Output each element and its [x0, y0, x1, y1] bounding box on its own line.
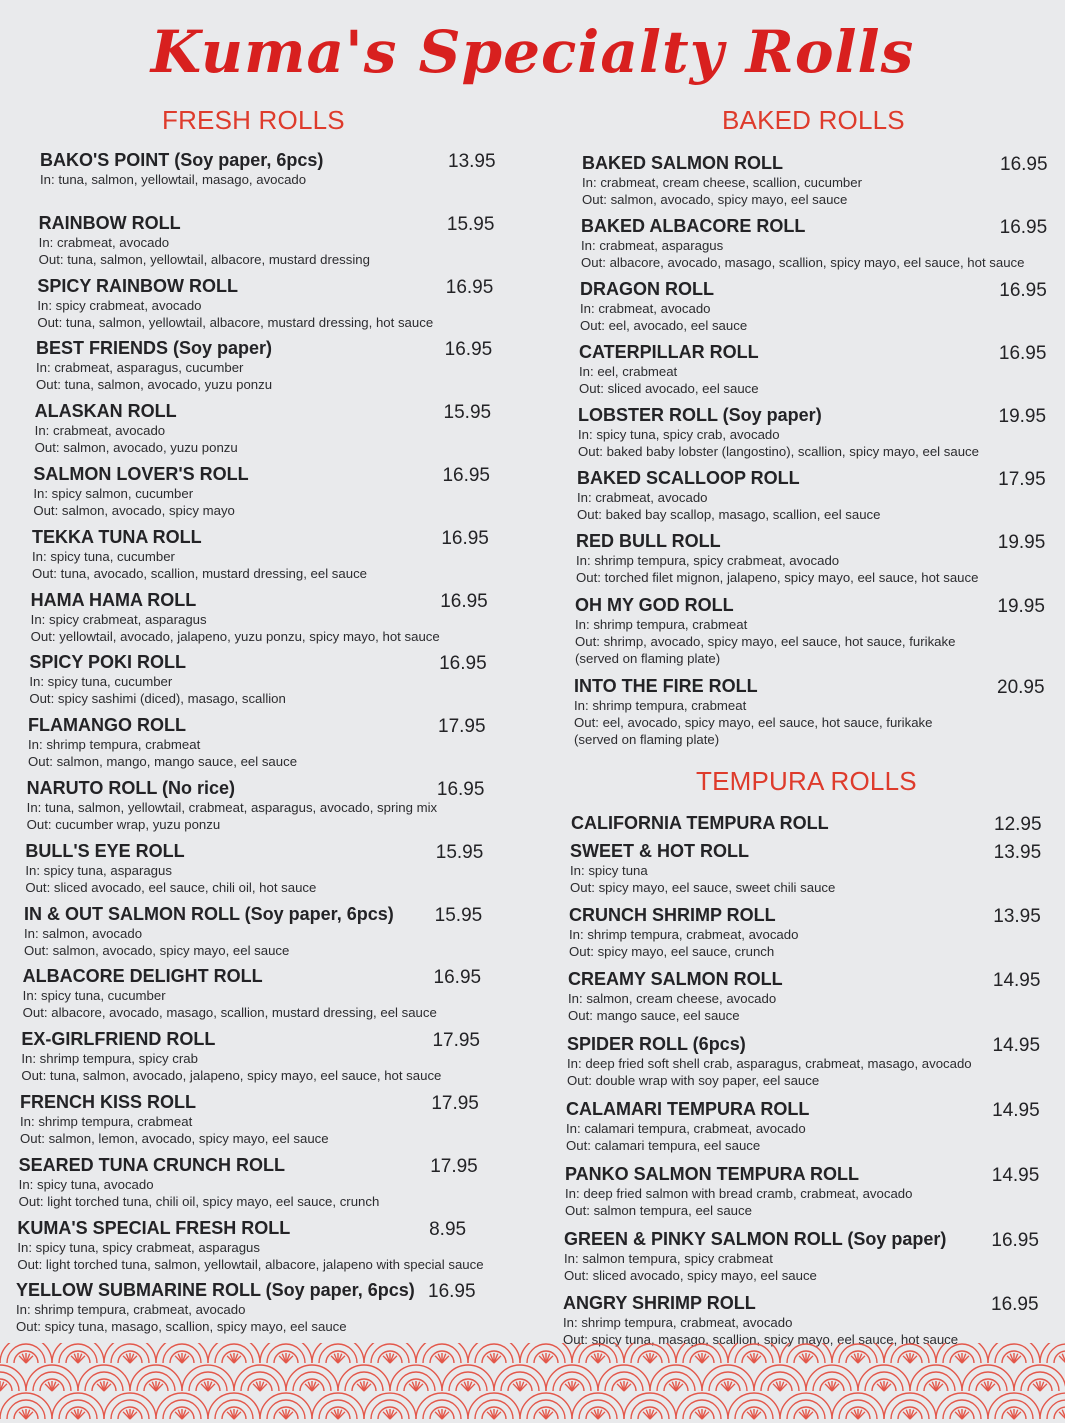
item-price: 16.95: [439, 653, 487, 675]
menu-item: [30, 589, 488, 645]
item-ingredients: Out: salmon, avocado, yuzu ponzu: [34, 440, 238, 456]
item-price: 17.95: [998, 469, 1046, 490]
item-price: 16.95: [445, 276, 494, 298]
item-name: ANGRY SHRIMP ROLL: [563, 1293, 756, 1313]
item-price: 16.95: [440, 590, 488, 612]
item-ingredients: Out: spicy tuna, masago, scallion, spicy mayo, eel sauce: [16, 1319, 347, 1335]
menu-item: [580, 279, 1047, 334]
baked-rolls-heading: BAKED ROLLS: [722, 105, 905, 135]
item-ingredients: Out: salmon, avocado, spicy mayo, eel sauce: [582, 192, 848, 207]
item-ingredients: (served on flaming plate): [574, 732, 720, 747]
item-ingredients: Out: spicy mayo, eel sauce, sweet chili sauce: [570, 880, 836, 895]
item-ingredients: In: spicy crabmeat, asparagus: [30, 611, 207, 627]
menu-item: [22, 966, 482, 1021]
item-price: 16.95: [436, 779, 485, 800]
item-name: IN & OUT SALMON ROLL (Soy paper, 6pcs): [24, 903, 394, 924]
item-name: SPIDER ROLL (6pcs): [567, 1034, 746, 1054]
item-price: 17.95: [431, 1093, 479, 1114]
menu-item: [581, 216, 1048, 271]
menu-item: [569, 905, 1041, 960]
item-name: YELLOW SUBMARINE ROLL (Soy paper, 6pcs): [16, 1280, 415, 1301]
item-ingredients: In: spicy salmon, cucumber: [33, 486, 194, 501]
menu-item: [571, 813, 1042, 835]
item-price: 16.95: [444, 339, 493, 361]
menu-title: Kuma's Specialty Rolls: [150, 18, 915, 86]
item-ingredients: Out: tuna, salmon, yellowtail, albacore, mustard dressing: [38, 251, 370, 267]
item-ingredients: In: shrimp tempura, crabmeat: [575, 617, 748, 632]
menu-item: [565, 1164, 1040, 1219]
item-ingredients: Out: tuna, avocado, scallion, mustard dressing, eel sauce: [32, 565, 367, 581]
fresh-rolls-heading: FRESH ROLLS: [162, 105, 345, 135]
item-ingredients: In: salmon tempura, spicy crabmeat: [564, 1251, 773, 1266]
item-ingredients: In: spicy tuna, cucumber: [22, 988, 166, 1004]
menu-item: [32, 526, 489, 582]
item-price: 19.95: [998, 406, 1047, 427]
item-ingredients: In: tuna, salmon, yellowtail, crabmeat, asparagus, avocado, spring mix: [26, 800, 438, 815]
item-price: 15.95: [446, 213, 495, 235]
item-ingredients: Out: albacore, avocado, masago, scallion, spicy mayo, eel sauce, hot sauce: [581, 255, 1025, 270]
item-ingredients: Out: shrimp, avocado, spicy mayo, eel sauce, hot sauce, furikake: [575, 634, 956, 649]
item-price: 16.95: [1000, 154, 1048, 175]
item-ingredients: Out: tuna, salmon, yellowtail, albacore, mustard dressing, hot sauce: [37, 314, 434, 330]
menu-item: [36, 338, 493, 393]
tempura-rolls-heading: TEMPURA ROLLS: [696, 766, 917, 796]
item-ingredients: In: shrimp tempura, crabmeat, avocado: [563, 1315, 793, 1330]
item-price: 14.95: [992, 1035, 1041, 1056]
item-name: DRAGON ROLL: [580, 279, 714, 299]
item-ingredients: In: shrimp tempura, spicy crabmeat, avocado: [576, 553, 840, 568]
item-ingredients: Out: calamari tempura, eel sauce: [566, 1138, 761, 1153]
item-name: BAKO'S POINT (Soy paper, 6pcs): [40, 150, 324, 170]
item-ingredients: In: shrimp tempura, crabmeat: [574, 698, 747, 713]
item-price: 13.95: [448, 151, 496, 172]
item-ingredients: In: spicy tuna, spicy crab, avocado: [578, 427, 780, 442]
item-ingredients: Out: light torched tuna, salmon, yellowtail, albacore, jalapeno with special sauce: [17, 1256, 484, 1272]
wave-pattern-footer: [0, 1343, 1065, 1423]
item-ingredients: In: shrimp tempura, crabmeat: [20, 1114, 193, 1129]
menu-item: [20, 1092, 479, 1147]
item-ingredients: Out: mango sauce, eel sauce: [568, 1008, 740, 1023]
menu-item: [576, 531, 1046, 586]
item-price: 17.95: [438, 716, 486, 738]
item-ingredients: Out: salmon, lemon, avocado, spicy mayo, eel sauce: [20, 1131, 329, 1146]
item-ingredients: Out: spicy sashimi (diced), masago, scallion: [29, 691, 286, 707]
item-name: INTO THE FIRE ROLL: [574, 676, 758, 696]
item-ingredients: In: salmon, avocado: [24, 925, 143, 941]
item-price: 13.95: [993, 906, 1041, 927]
item-name: PANKO SALMON TEMPURA ROLL: [565, 1164, 859, 1184]
item-ingredients: Out: tuna, salmon, avocado, jalapeno, spicy mayo, eel sauce, hot sauce: [21, 1068, 442, 1084]
item-name: BAKED SCALLOOP ROLL: [577, 468, 800, 488]
item-ingredients: In: deep fried soft shell crab, asparagus, crabmeat, masago, avocado: [567, 1056, 972, 1071]
item-ingredients: Out: sliced avocado, spicy mayo, eel sauce: [564, 1268, 817, 1283]
item-ingredients: Out: sliced avocado, eel sauce, chili oil, hot sauce: [25, 879, 317, 895]
item-ingredients: In: spicy crabmeat, avocado: [37, 297, 202, 313]
menu-item: [33, 464, 490, 519]
item-price: 16.95: [999, 217, 1048, 238]
item-price: 17.95: [432, 1030, 480, 1052]
item-ingredients: In: shrimp tempura, crabmeat: [28, 737, 201, 753]
item-name: EX-GIRLFRIEND ROLL: [21, 1029, 216, 1050]
item-ingredients: In: crabmeat, asparagus: [581, 238, 724, 253]
item-name: SALMON LOVER'S ROLL: [33, 464, 249, 484]
item-ingredients: In: deep fried salmon with bread cramb, crabmeat, avocado: [565, 1186, 913, 1201]
item-ingredients: In: shrimp tempura, spicy crab: [21, 1051, 198, 1067]
item-name: BAKED SALMON ROLL: [582, 153, 783, 173]
item-ingredients: Out: salmon, mango, mango sauce, eel sauce: [28, 754, 298, 770]
item-name: CALAMARI TEMPURA ROLL: [566, 1099, 810, 1119]
menu-item: [38, 212, 495, 268]
menu-item: [567, 1034, 1041, 1089]
item-ingredients: Out: cucumber wrap, yuzu ponzu: [26, 817, 221, 832]
item-price: 16.95: [433, 967, 482, 989]
item-price: 14.95: [991, 1165, 1040, 1186]
menu-item: [577, 468, 1046, 523]
item-ingredients: Out: spicy mayo, eel sauce, crunch: [569, 944, 775, 959]
item-name: LOBSTER ROLL (Soy paper): [578, 405, 822, 425]
item-ingredients: (served on flaming plate): [575, 651, 721, 666]
item-name: ALBACORE DELIGHT ROLL: [22, 966, 263, 987]
menu-item: [16, 1280, 476, 1335]
item-ingredients: In: calamari tempura, crabmeat, avocado: [566, 1121, 806, 1136]
item-ingredients: In: crabmeat, avocado: [34, 423, 166, 439]
item-ingredients: Out: salmon, avocado, spicy mayo, eel sauce: [24, 942, 290, 958]
item-name: SPICY RAINBOW ROLL: [37, 275, 238, 296]
item-ingredients: In: salmon, cream cheese, avocado: [568, 991, 777, 1006]
item-ingredients: In: spicy tuna: [570, 863, 648, 878]
item-price: 17.95: [430, 1155, 478, 1177]
menu-item: [564, 1229, 1039, 1284]
item-name: FLAMANGO ROLL: [28, 715, 186, 736]
item-ingredients: Out: baked baby lobster (langostino), scallion, spicy mayo, eel sauce: [578, 444, 979, 459]
item-price: 16.95: [441, 527, 489, 549]
item-price: 12.95: [994, 814, 1042, 835]
item-name: BULL'S EYE ROLL: [25, 840, 185, 861]
item-ingredients: Out: sliced avocado, eel sauce: [579, 381, 759, 396]
item-price: 19.95: [997, 596, 1045, 617]
menu-item: [563, 1293, 1039, 1348]
item-ingredients: Out: salmon, avocado, spicy mayo: [33, 503, 235, 518]
item-name: SWEET & HOT ROLL: [570, 841, 749, 861]
item-ingredients: In: eel, crabmeat: [579, 364, 678, 379]
menu-item: [25, 840, 484, 896]
item-ingredients: Out: albacore, avocado, masago, scallion, mustard dressing, eel sauce: [22, 1005, 437, 1021]
item-ingredients: In: tuna, salmon, yellowtail, masago, avocado: [40, 172, 307, 187]
item-ingredients: Out: spicy tuna, masago, scallion, spicy mayo, eel sauce, hot sauce: [563, 1332, 959, 1347]
menu-item: [575, 595, 1045, 667]
item-name: ALASKAN ROLL: [34, 401, 177, 422]
item-price: 16.95: [998, 343, 1047, 364]
item-price: 16.95: [428, 1281, 476, 1303]
item-name: SEARED TUNA CRUNCH ROLL: [18, 1154, 285, 1175]
item-price: 16.95: [991, 1294, 1039, 1315]
item-price: 16.95: [442, 465, 490, 486]
menu-item: [570, 841, 1042, 896]
menu-item: [26, 778, 485, 833]
item-ingredients: Out: light torched tuna, chili oil, spicy mayo, eel sauce, crunch: [18, 1193, 380, 1209]
item-name: GREEN & PINKY SALMON ROLL (Soy paper): [564, 1229, 947, 1249]
item-name: HAMA HAMA ROLL: [30, 589, 197, 610]
item-name: CALIFORNIA TEMPURA ROLL: [571, 813, 829, 833]
item-name: KUMA'S SPECIAL FRESH ROLL: [17, 1217, 291, 1238]
menu-item: [29, 652, 487, 707]
item-ingredients: Out: eel, avocado, spicy mayo, eel sauce, hot sauce, furikake: [574, 715, 933, 730]
item-ingredients: In: shrimp tempura, crabmeat, avocado: [16, 1302, 246, 1318]
item-ingredients: Out: tuna, salmon, avocado, yuzu ponzu: [36, 377, 273, 393]
menu-item: [37, 275, 494, 331]
menu-item: [566, 1099, 1040, 1154]
item-ingredients: In: spicy tuna, asparagus: [25, 862, 172, 878]
item-ingredients: Out: salmon tempura, eel sauce: [565, 1203, 752, 1218]
item-name: OH MY GOD ROLL: [575, 595, 734, 615]
item-price: 16.95: [999, 280, 1047, 301]
menu-item: [568, 969, 1041, 1024]
item-price: 15.95: [443, 402, 492, 424]
item-price: 14.95: [992, 970, 1041, 991]
item-name: BAKED ALBACORE ROLL: [581, 216, 806, 236]
item-price: 15.95: [435, 841, 484, 863]
item-name: FRENCH KISS ROLL: [20, 1092, 197, 1112]
item-ingredients: In: spicy tuna, cucumber: [29, 674, 173, 690]
item-name: CRUNCH SHRIMP ROLL: [569, 905, 776, 925]
item-ingredients: Out: double wrap with soy paper, eel sauce: [567, 1073, 820, 1088]
item-name: SPICY POKI ROLL: [29, 652, 187, 673]
item-price: 16.95: [991, 1230, 1039, 1251]
item-price: 13.95: [993, 842, 1042, 863]
item-name: RED BULL ROLL: [576, 531, 721, 551]
menu-item: [582, 153, 1048, 208]
menu-item: [17, 1218, 483, 1273]
item-price: 14.95: [992, 1100, 1040, 1121]
item-ingredients: In: spicy tuna, spicy crabmeat, asparagus: [17, 1239, 260, 1255]
item-ingredients: In: shrimp tempura, crabmeat, avocado: [569, 927, 799, 942]
item-name: CREAMY SALMON ROLL: [568, 969, 783, 989]
menu-item: [40, 150, 496, 188]
item-ingredients: Out: baked bay scallop, masago, scallion, eel sauce: [577, 507, 881, 522]
menu-item: [574, 676, 1045, 748]
item-ingredients: In: crabmeat, asparagus, cucumber: [36, 360, 244, 376]
menu-item: [578, 405, 1047, 460]
menu-item: [18, 1154, 478, 1210]
item-ingredients: In: spicy tuna, cucumber: [32, 548, 175, 564]
item-name: RAINBOW ROLL: [38, 212, 181, 233]
menu-item: [579, 342, 1047, 397]
menu-item: [34, 401, 492, 456]
item-name: TEKKA TUNA ROLL: [32, 526, 202, 547]
item-ingredients: In: spicy tuna, avocado: [18, 1176, 154, 1192]
item-price: 20.95: [997, 677, 1045, 698]
item-ingredients: In: crabmeat, avocado: [580, 301, 711, 316]
item-ingredients: Out: eel, avocado, eel sauce: [580, 318, 748, 333]
item-price: 15.95: [434, 904, 483, 926]
item-name: BEST FRIENDS (Soy paper): [36, 338, 273, 359]
item-ingredients: Out: torched filet mignon, jalapeno, spicy mayo, eel sauce, hot sauce: [576, 570, 979, 585]
item-ingredients: In: crabmeat, avocado: [38, 234, 170, 250]
menu-item: [28, 715, 486, 770]
menu-item: [21, 1029, 480, 1084]
item-name: NARUTO ROLL (No rice): [26, 778, 236, 798]
item-ingredients: In: crabmeat, cream cheese, scallion, cucumber: [582, 175, 862, 190]
menu-item: [24, 903, 483, 959]
item-name: CATERPILLAR ROLL: [579, 342, 759, 362]
item-price: 19.95: [997, 532, 1046, 553]
item-ingredients: In: crabmeat, avocado: [577, 490, 708, 505]
item-price: 8.95: [429, 1218, 467, 1240]
item-ingredients: Out: yellowtail, avocado, jalapeno, yuzu ponzu, spicy mayo, hot sauce: [30, 628, 440, 644]
